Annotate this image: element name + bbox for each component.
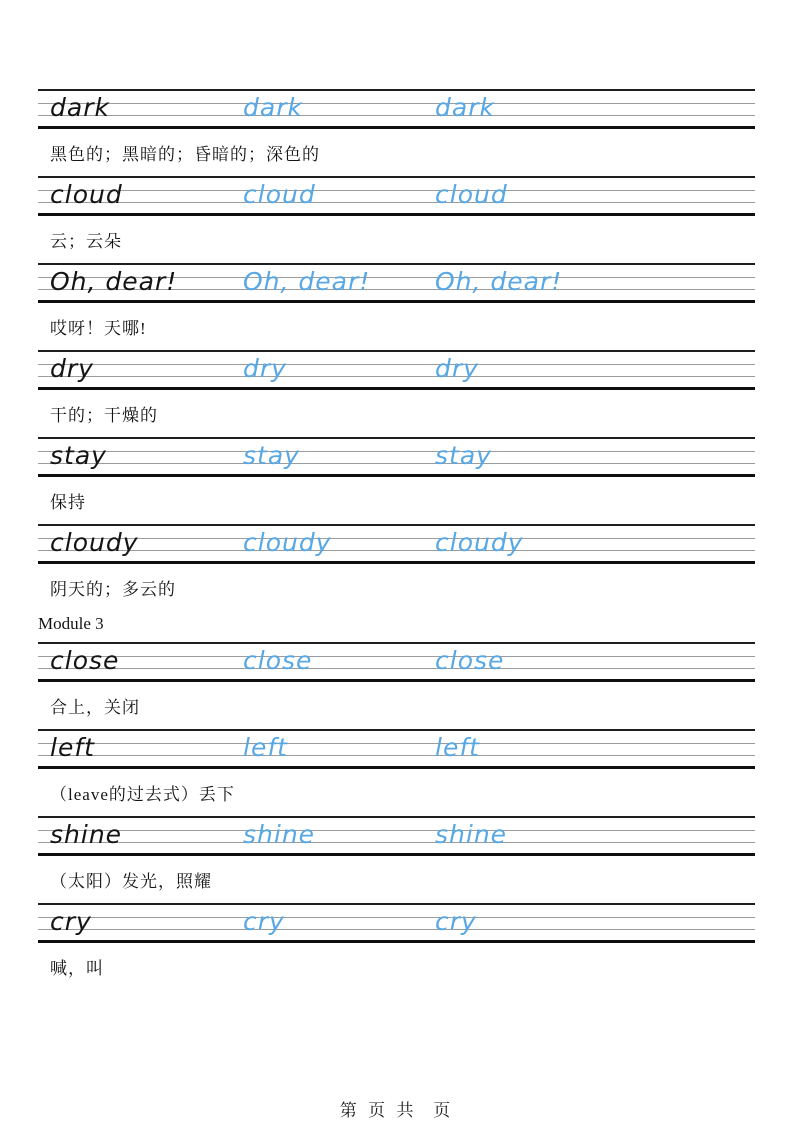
vocab-meaning: 阴天的；多云的 [50, 580, 176, 599]
guide-line-upper-mid [38, 830, 755, 831]
vocab-word: Oh, dear! [50, 267, 178, 296]
guide-line-upper-mid [38, 103, 755, 104]
guide-line-top [38, 524, 755, 526]
module-section-label: Module 3 [38, 614, 104, 633]
vocab-meaning: 喊，叫 [50, 959, 104, 978]
guide-line-upper-mid [38, 451, 755, 452]
vocab-word-trace-2: left [435, 733, 480, 762]
vocab-meaning: 黑色的；黑暗的；昏暗的；深色的 [50, 145, 320, 164]
vocab-entry [38, 903, 755, 980]
vocab-word: dark [50, 93, 110, 122]
vocab-word: shine [50, 820, 123, 849]
vocab-word-trace-1: left [243, 733, 288, 762]
guide-line-top [38, 642, 755, 644]
guide-line-lower-mid [38, 115, 755, 116]
guide-line-upper-mid [38, 917, 755, 918]
guide-line-top [38, 89, 755, 91]
vocab-word-trace-2: dark [435, 93, 495, 122]
vocab-word-trace-1: stay [243, 441, 300, 470]
vocab-word-trace-1: cloudy [243, 528, 332, 557]
guide-line-lower-mid [38, 668, 755, 669]
guide-line-upper-mid [38, 656, 755, 657]
vocab-word: close [50, 646, 120, 675]
guide-line-top [38, 816, 755, 818]
vocab-entry [38, 89, 755, 166]
handwriting-guide [38, 816, 755, 856]
vocab-word-trace-2: dry [435, 354, 479, 383]
vocab-list [0, 89, 793, 980]
vocab-entry [38, 176, 755, 253]
guide-line-bottom [38, 853, 755, 856]
guide-line-bottom [38, 766, 755, 769]
guide-line-bottom [38, 126, 755, 129]
vocab-meaning: （leave的过去式）丢下 [50, 785, 235, 804]
guide-line-bottom [38, 213, 755, 216]
guide-line-bottom [38, 940, 755, 943]
vocab-entry [38, 729, 755, 806]
vocab-word-trace-1: cloud [243, 180, 316, 209]
handwriting-guide [38, 729, 755, 769]
guide-line-upper-mid [38, 538, 755, 539]
vocab-word: dry [50, 354, 94, 383]
page-footer: 第 页 共 页 [339, 1101, 454, 1121]
vocab-word-trace-2: shine [435, 820, 508, 849]
vocab-word-trace-2: Oh, dear! [435, 267, 563, 296]
vocab-word-trace-1: close [243, 646, 313, 675]
guide-line-lower-mid [38, 842, 755, 843]
vocab-entry [38, 642, 755, 719]
vocab-word-trace-2: stay [435, 441, 492, 470]
guide-line-bottom [38, 474, 755, 477]
vocab-meaning: （太阳）发光，照耀 [50, 872, 212, 891]
guide-line-lower-mid [38, 202, 755, 203]
vocab-entry [38, 524, 755, 601]
handwriting-guide [38, 350, 755, 390]
guide-line-lower-mid [38, 550, 755, 551]
guide-line-top [38, 729, 755, 731]
guide-line-bottom [38, 387, 755, 390]
handwriting-guide [38, 89, 755, 129]
vocab-word: left [50, 733, 95, 762]
guide-line-bottom [38, 679, 755, 682]
handwriting-guide [38, 903, 755, 943]
vocab-word-trace-2: cloud [435, 180, 508, 209]
vocab-word-trace-1: dark [243, 93, 303, 122]
handwriting-guide [38, 263, 755, 303]
guide-line-lower-mid [38, 929, 755, 930]
vocab-meaning: 云；云朵 [50, 232, 122, 251]
vocab-word: stay [50, 441, 107, 470]
vocab-meaning: 保持 [50, 493, 86, 512]
vocab-meaning: 哎呀！天哪! [50, 319, 147, 338]
guide-line-top [38, 903, 755, 905]
guide-line-upper-mid [38, 743, 755, 744]
vocab-entry [38, 816, 755, 893]
guide-line-lower-mid [38, 376, 755, 377]
handwriting-guide [38, 437, 755, 477]
handwriting-guide [38, 642, 755, 682]
vocab-word-trace-1: cry [243, 907, 285, 936]
handwriting-guide [38, 524, 755, 564]
vocab-word-trace-1: dry [243, 354, 287, 383]
vocab-word: cloud [50, 180, 123, 209]
vocab-meaning: 干的；干燥的 [50, 406, 158, 425]
vocab-word: cloudy [50, 528, 139, 557]
guide-line-lower-mid [38, 463, 755, 464]
vocab-meaning: 合上，关闭 [50, 698, 140, 717]
vocab-word-trace-2: cry [435, 907, 477, 936]
guide-line-lower-mid [38, 755, 755, 756]
guide-line-upper-mid [38, 190, 755, 191]
vocab-word-trace-2: close [435, 646, 505, 675]
vocab-word: cry [50, 907, 92, 936]
guide-line-top [38, 176, 755, 178]
vocab-entry [38, 437, 755, 514]
handwriting-guide [38, 176, 755, 216]
guide-line-upper-mid [38, 364, 755, 365]
guide-line-top [38, 437, 755, 439]
vocab-word-trace-2: cloudy [435, 528, 524, 557]
vocab-entry [38, 263, 755, 340]
guide-line-top [38, 350, 755, 352]
vocab-word-trace-1: shine [243, 820, 316, 849]
vocab-word-trace-1: Oh, dear! [243, 267, 371, 296]
vocab-entry [38, 350, 755, 427]
guide-line-bottom [38, 561, 755, 564]
